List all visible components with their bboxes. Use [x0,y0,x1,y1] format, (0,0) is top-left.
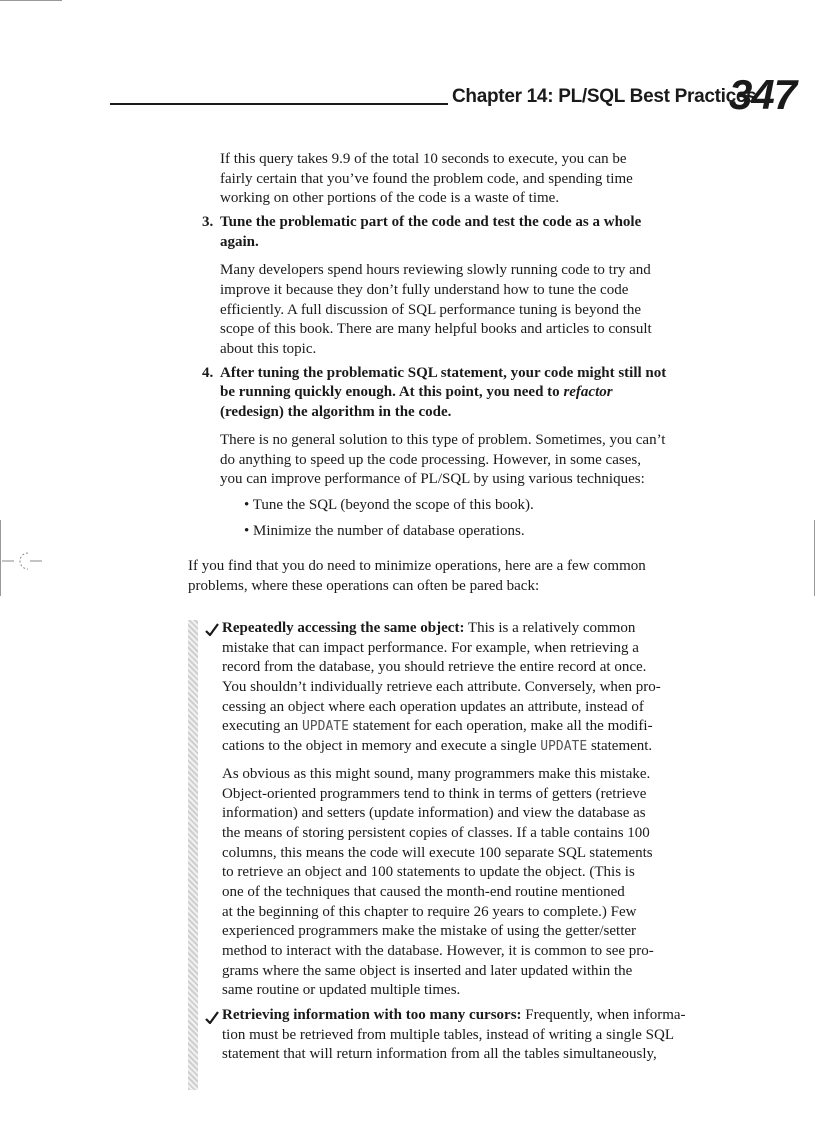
list-item-line: As obvious as this might sound, many programmers make this mistake. [222,766,651,782]
transition-line: problems, where these operations can often be pared back: [188,578,540,594]
list-item-line [222,717,653,737]
code-keyword: UPDATE [540,739,588,754]
list-item-line: one of the techniques that caused the month-end routine mentioned [222,884,625,900]
list-item-line: to retrieve an object and 100 statements to update the object. (This is [222,864,635,880]
list-item-line: record from the database, you should retrieve the entire record at once. [222,659,647,675]
list-item-line: statement that will return information from all the tables simultaneously, [222,1046,657,1062]
step-heading: again. [220,234,259,250]
list-item-text: cations to the object in memory and execute a single [222,738,541,754]
step-body-line: There is no general solution to this type of problem. Sometimes, you can’t [220,432,666,448]
intro-line: fairly certain that you’ve found the problem code, and spending time [220,171,633,187]
list-item-line: information) and setters (update information) and view the database as [222,805,646,821]
chapter-title: Chapter 14: PL/SQL Best Practices [452,86,757,107]
list-item-line: same routine or updated multiple times. [222,982,461,998]
bullet-icon: • [244,523,250,539]
list-item-line: cessing an object where each operation updates an attribute, instead of [222,699,644,715]
list-item-text: statement for each operation, make all the modifi- [348,718,653,734]
list-item-text: This is a relatively common [464,620,636,636]
bullet-icon: • [244,497,250,513]
step-heading-text: be running quickly enough. At this point, you need to [220,384,564,400]
code-keyword: UPDATE [301,719,349,734]
step-heading [220,383,613,403]
registration-mark-icon [2,548,42,574]
list-item-text: Frequently, when informa- [521,1007,686,1023]
bullet-text: Tune the SQL (beyond the scope of this book). [252,497,534,513]
list-item-line: experienced programmers make the mistake of using the getter/setter [222,923,637,939]
step-number: 3. [202,214,214,230]
checkmark-icon [205,1011,219,1024]
bullet-item [244,522,525,542]
step-body-line: you can improve performance of PL/SQL by using various techniques: [220,471,645,487]
step-heading: After tuning the problematic SQL statement, your code might still not [220,365,667,381]
list-item-text: executing an [222,718,302,734]
step-body-line: improve it because they don’t fully understand how to tune the code [220,282,629,298]
step-heading-emphasis: refactor [563,384,613,400]
intro-line: If this query takes 9.9 of the total 10 seconds to execute, you can be [220,151,627,167]
crop-mark-left [0,520,1,596]
checkmark-icon [205,623,219,636]
list-item-line [222,737,652,757]
list-item-line [222,619,635,639]
list-item-line: method to interact with the database. However, it is common to see pro- [222,943,654,959]
list-item-line: tion must be retrieved from multiple tables, instead of writing a single SQL [222,1027,674,1043]
step-body-line: Many developers spend hours reviewing slowly running code to try and [220,262,651,278]
header-rule [110,103,448,105]
step-heading: (redesign) the algorithm in the code. [220,404,452,420]
transition-line: If you find that you do need to minimize operations, here are a few common [188,558,646,574]
bullet-text: Minimize the number of database operations. [253,523,525,539]
step-heading: Tune the problematic part of the code and test the code as a whole [220,214,642,230]
list-item-line: You shouldn’t individually retrieve each attribute. Conversely, when pro- [222,679,661,695]
list-item-line: at the beginning of this chapter to require 26 years to complete.) Few [222,904,637,920]
list-item-line: the means of storing persistent copies of classes. If a table contains 100 [222,825,650,841]
page-number: 347 [729,71,797,118]
list-item-text: statement. [587,738,653,754]
bullet-item [244,496,534,516]
crop-mark-right [814,520,815,596]
step-body-line: scope of this book. There are many helpful books and articles to consult [220,321,652,337]
list-shading-strip [188,620,198,1090]
list-item-lead: Repeatedly accessing the same object: [222,620,465,636]
list-item-line: mistake that can impact performance. For example, when retrieving a [222,640,639,656]
list-item-line [222,1006,686,1026]
crop-mark-top [0,0,62,1]
list-item-line: grams where the same object is inserted and later updated within the [222,963,633,979]
step-body-line: about this topic. [220,341,317,357]
list-item-lead: Retrieving information with too many cursors: [222,1007,522,1023]
step-number: 4. [202,365,214,381]
intro-line: working on other portions of the code is a waste of time. [220,190,560,206]
step-body-line: efficiently. A full discussion of SQL performance tuning is beyond the [220,302,642,318]
step-body-line: do anything to speed up the code processing. However, in some cases, [220,452,641,468]
list-item-line: columns, this means the code will execute 100 separate SQL statements [222,845,653,861]
list-item-line: Object-oriented programmers tend to think in terms of getters (retrieve [222,786,647,802]
